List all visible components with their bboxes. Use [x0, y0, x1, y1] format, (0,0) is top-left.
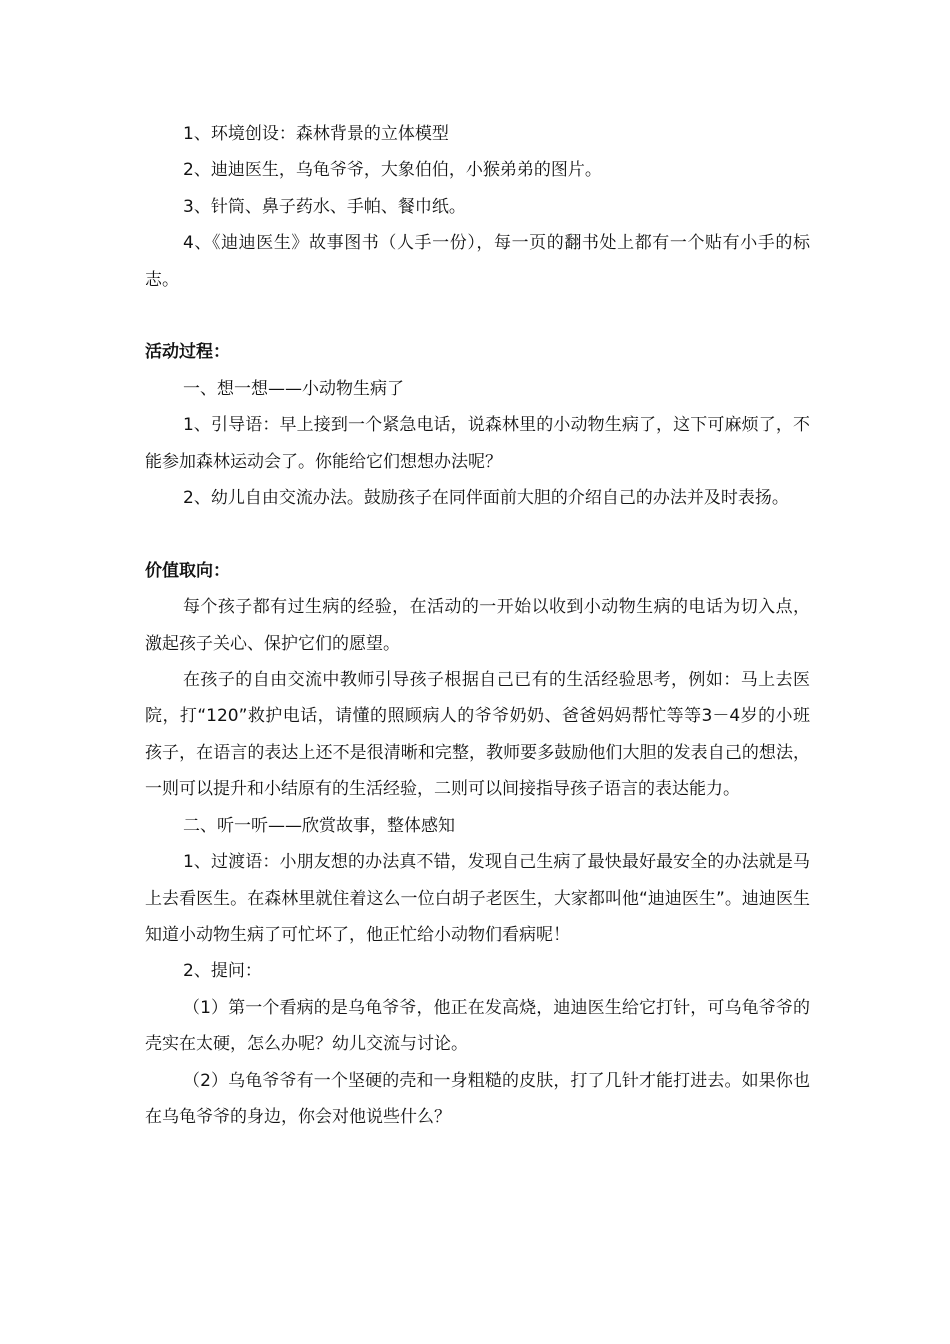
- materials-item-2: 2、迪迪医生，乌龟爷爷，大象伯伯，小猴弟弟的图片。: [183, 160, 602, 181]
- section2-paragraph-1: 1、过渡语：小朋友想的办法真不错，发现自己生病了最快最好最安全的办法就是马上去看医生。在森林里就住着这么一位白胡子老医生，大家都叫他“迪迪医生”。迪迪医生知道小动物生病了可忙坏了，他正忙给小动物们看病呢！: [145, 852, 810, 945]
- value-paragraph-2: 在孩子的自由交流中教师引导孩子根据自己已有的生活经验思考，例如：马上去医院，打“120”救护电话，请懂的照顾病人的爷爷奶奶、爸爸妈妈帮忙等等3－4岁的小班孩子，在语言的表达上还不是很清晰和完整，教师要多鼓励他们大胆的发表自己的想法，一则可以提升和小结原有的生活经验，二则可以间接指导孩子语言的表达能力。: [145, 670, 810, 800]
- section2-question-2: （2）乌龟爷爷有一个坚硬的壳和一身粗糙的皮肤，打了几针才能打进去。如果你也在乌龟爷爷的身边，你会对他说些什么？: [145, 1070, 810, 1127]
- document-page: [145, 116, 810, 1135]
- process-heading: 活动过程：: [145, 342, 230, 363]
- section1-paragraph-2: 2、幼儿自由交流办法。鼓励孩子在同伴面前大胆的介绍自己的办法并及时表扬。: [183, 488, 789, 509]
- section1-title: 一、想一想——小动物生病了: [183, 378, 404, 399]
- value-heading: 价值取向：: [145, 560, 230, 581]
- spacer: [145, 516, 810, 552]
- section1-paragraph-1: 1、引导语：早上接到一个紧急电话，说森林里的小动物生病了，这下可麻烦了，不能参加森林运动会了。你能给它们想想办法呢？: [145, 415, 810, 472]
- section2-title: 二、听一听——欣赏故事，整体感知: [183, 815, 455, 836]
- spacer: [145, 298, 810, 334]
- materials-item-3: 3、针筒、鼻子药水、手帕、餐巾纸。: [183, 196, 466, 217]
- section2-paragraph-2: 2、提问：: [183, 961, 262, 982]
- value-paragraph-1: 每个孩子都有过生病的经验，在活动的一开始以收到小动物生病的电话为切入点，激起孩子关心、保护它们的愿望。: [145, 597, 810, 654]
- section2-question-1: （1）第一个看病的是乌龟爷爷，他正在发高烧，迪迪医生给它打针，可乌龟爷爷的壳实在太硬，怎么办呢？幼儿交流与讨论。: [145, 997, 810, 1055]
- materials-item-1: 1、环境创设：森林背景的立体模型: [183, 124, 449, 144]
- materials-item-4: 4、《迪迪医生》故事图书（人手一份），每一页的翻书处上都有一个贴有小手的标志。: [145, 233, 810, 290]
